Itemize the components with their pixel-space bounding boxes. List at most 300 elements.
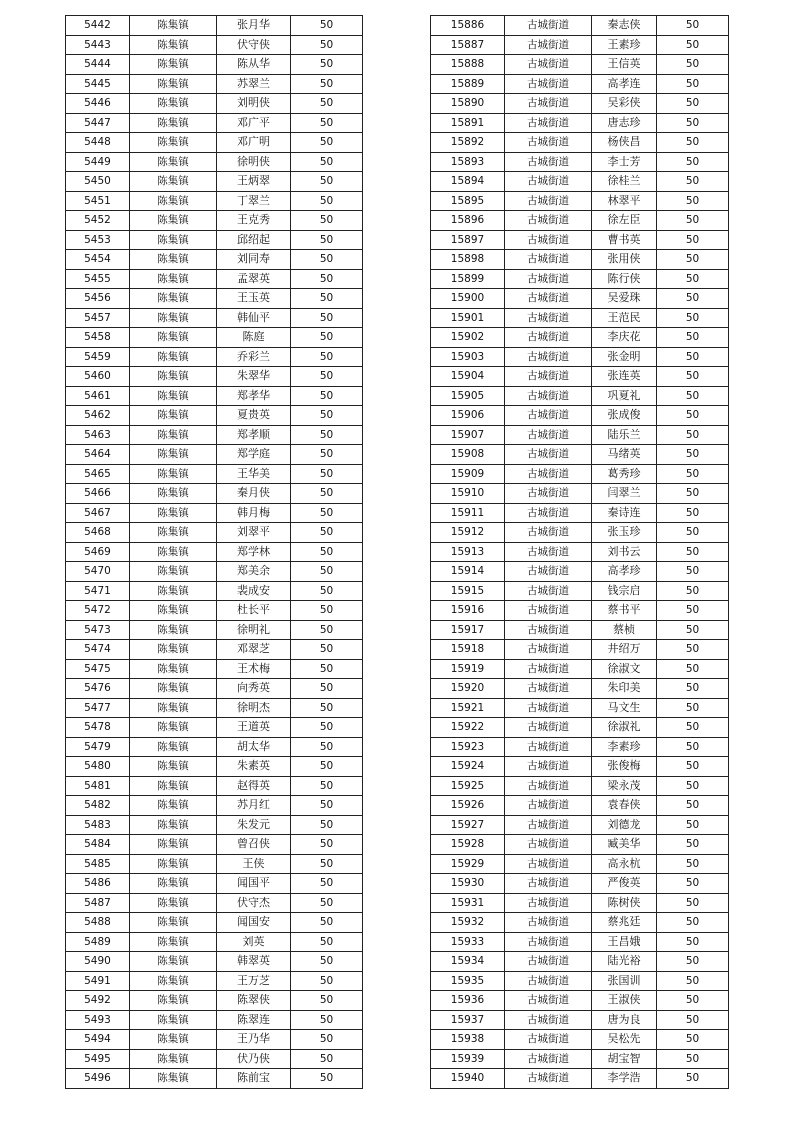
table-row xyxy=(66,16,363,36)
amount-cell: 50 xyxy=(657,445,729,465)
name-cell: 赵得英 xyxy=(217,776,291,796)
district-cell: 古城街道 xyxy=(505,874,592,894)
amount-cell: 50 xyxy=(657,718,729,738)
serial-number-cell: 5477 xyxy=(66,698,130,718)
name-cell: 陈翠连 xyxy=(217,1010,291,1030)
name-cell: 王范民 xyxy=(592,308,657,328)
name-cell: 张月华 xyxy=(217,16,291,36)
table-row xyxy=(431,191,729,211)
amount-cell: 50 xyxy=(291,523,363,543)
amount-cell: 50 xyxy=(657,152,729,172)
serial-number-cell: 5470 xyxy=(66,562,130,582)
name-cell: 秦月侠 xyxy=(217,484,291,504)
district-cell: 陈集镇 xyxy=(130,757,217,777)
amount-cell: 50 xyxy=(291,250,363,270)
table-row xyxy=(66,737,363,757)
district-cell: 古城街道 xyxy=(505,230,592,250)
name-cell: 王玉英 xyxy=(217,289,291,309)
name-cell: 马绪英 xyxy=(592,445,657,465)
serial-number-cell: 5444 xyxy=(66,55,130,75)
roster-table-left xyxy=(65,15,363,1089)
amount-cell: 50 xyxy=(657,757,729,777)
name-cell: 臧美华 xyxy=(592,835,657,855)
amount-cell: 50 xyxy=(291,874,363,894)
amount-cell: 50 xyxy=(291,679,363,699)
name-cell: 郑孝华 xyxy=(217,386,291,406)
district-cell: 陈集镇 xyxy=(130,542,217,562)
name-cell: 张成俊 xyxy=(592,406,657,426)
district-cell: 陈集镇 xyxy=(130,1049,217,1069)
serial-number-cell: 5479 xyxy=(66,737,130,757)
table-row xyxy=(431,757,729,777)
name-cell: 王素珍 xyxy=(592,35,657,55)
serial-number-cell: 5449 xyxy=(66,152,130,172)
table-row xyxy=(431,581,729,601)
serial-number-cell: 15898 xyxy=(431,250,505,270)
table-row xyxy=(66,347,363,367)
amount-cell: 50 xyxy=(291,503,363,523)
serial-number-cell: 5478 xyxy=(66,718,130,738)
name-cell: 葛秀珍 xyxy=(592,464,657,484)
table-row xyxy=(66,601,363,621)
roster-table-left-body xyxy=(66,16,363,1089)
table-row xyxy=(66,562,363,582)
district-cell: 古城街道 xyxy=(505,94,592,114)
district-cell: 古城街道 xyxy=(505,796,592,816)
serial-number-cell: 5472 xyxy=(66,601,130,621)
name-cell: 胡太华 xyxy=(217,737,291,757)
name-cell: 吴彩侠 xyxy=(592,94,657,114)
district-cell: 古城街道 xyxy=(505,152,592,172)
amount-cell: 50 xyxy=(291,581,363,601)
serial-number-cell: 15906 xyxy=(431,406,505,426)
table-row xyxy=(431,932,729,952)
amount-cell: 50 xyxy=(657,1049,729,1069)
table-row xyxy=(431,737,729,757)
table-row xyxy=(431,425,729,445)
amount-cell: 50 xyxy=(291,445,363,465)
serial-number-cell: 15922 xyxy=(431,718,505,738)
amount-cell: 50 xyxy=(291,835,363,855)
amount-cell: 50 xyxy=(657,737,729,757)
table-row xyxy=(431,464,729,484)
amount-cell: 50 xyxy=(657,484,729,504)
district-cell: 陈集镇 xyxy=(130,35,217,55)
amount-cell: 50 xyxy=(657,1030,729,1050)
name-cell: 李庆花 xyxy=(592,328,657,348)
name-cell: 杜长平 xyxy=(217,601,291,621)
amount-cell: 50 xyxy=(657,874,729,894)
amount-cell: 50 xyxy=(657,191,729,211)
serial-number-cell: 15890 xyxy=(431,94,505,114)
serial-number-cell: 5485 xyxy=(66,854,130,874)
district-cell: 古城街道 xyxy=(505,523,592,543)
serial-number-cell: 5475 xyxy=(66,659,130,679)
name-cell: 巩夏礼 xyxy=(592,386,657,406)
name-cell: 王道英 xyxy=(217,718,291,738)
district-cell: 古城街道 xyxy=(505,581,592,601)
district-cell: 陈集镇 xyxy=(130,737,217,757)
table-row xyxy=(431,952,729,972)
serial-number-cell: 15940 xyxy=(431,1069,505,1089)
amount-cell: 50 xyxy=(291,698,363,718)
serial-number-cell: 5455 xyxy=(66,269,130,289)
serial-number-cell: 15911 xyxy=(431,503,505,523)
serial-number-cell: 15924 xyxy=(431,757,505,777)
district-cell: 陈集镇 xyxy=(130,250,217,270)
serial-number-cell: 5443 xyxy=(66,35,130,55)
serial-number-cell: 15910 xyxy=(431,484,505,504)
district-cell: 陈集镇 xyxy=(130,952,217,972)
table-row xyxy=(66,1030,363,1050)
name-cell: 邓广平 xyxy=(217,113,291,133)
district-cell: 陈集镇 xyxy=(130,718,217,738)
table-row xyxy=(431,308,729,328)
table-row xyxy=(431,445,729,465)
amount-cell: 50 xyxy=(657,542,729,562)
district-cell: 古城街道 xyxy=(505,757,592,777)
table-row xyxy=(66,1069,363,1089)
district-cell: 陈集镇 xyxy=(130,620,217,640)
serial-number-cell: 5469 xyxy=(66,542,130,562)
table-row xyxy=(66,971,363,991)
district-cell: 陈集镇 xyxy=(130,503,217,523)
amount-cell: 50 xyxy=(291,386,363,406)
amount-cell: 50 xyxy=(291,464,363,484)
roster-table-right-body xyxy=(431,16,729,1089)
district-cell: 古城街道 xyxy=(505,718,592,738)
district-cell: 古城街道 xyxy=(505,991,592,1011)
district-cell: 陈集镇 xyxy=(130,523,217,543)
serial-number-cell: 15914 xyxy=(431,562,505,582)
amount-cell: 50 xyxy=(291,757,363,777)
amount-cell: 50 xyxy=(657,835,729,855)
name-cell: 梁永茂 xyxy=(592,776,657,796)
serial-number-cell: 15897 xyxy=(431,230,505,250)
amount-cell: 50 xyxy=(291,133,363,153)
district-cell: 陈集镇 xyxy=(130,289,217,309)
district-cell: 陈集镇 xyxy=(130,269,217,289)
name-cell: 刘德龙 xyxy=(592,815,657,835)
name-cell: 陆光裕 xyxy=(592,952,657,972)
table-row xyxy=(431,893,729,913)
district-cell: 陈集镇 xyxy=(130,698,217,718)
amount-cell: 50 xyxy=(657,601,729,621)
table-row xyxy=(431,94,729,114)
name-cell: 曹书英 xyxy=(592,230,657,250)
district-cell: 古城街道 xyxy=(505,367,592,387)
name-cell: 乔彩兰 xyxy=(217,347,291,367)
name-cell: 高孝珍 xyxy=(592,562,657,582)
table-row xyxy=(66,874,363,894)
serial-number-cell: 15907 xyxy=(431,425,505,445)
table-row xyxy=(66,991,363,1011)
serial-number-cell: 15928 xyxy=(431,835,505,855)
name-cell: 闫翠兰 xyxy=(592,484,657,504)
amount-cell: 50 xyxy=(657,55,729,75)
name-cell: 郑孝顺 xyxy=(217,425,291,445)
amount-cell: 50 xyxy=(291,640,363,660)
table-row xyxy=(66,55,363,75)
name-cell: 刘英 xyxy=(217,932,291,952)
district-cell: 陈集镇 xyxy=(130,347,217,367)
serial-number-cell: 15888 xyxy=(431,55,505,75)
district-cell: 陈集镇 xyxy=(130,113,217,133)
table-row xyxy=(431,913,729,933)
district-cell: 古城街道 xyxy=(505,250,592,270)
table-row xyxy=(431,386,729,406)
table-row xyxy=(66,815,363,835)
serial-number-cell: 5484 xyxy=(66,835,130,855)
name-cell: 王侠 xyxy=(217,854,291,874)
district-cell: 古城街道 xyxy=(505,113,592,133)
amount-cell: 50 xyxy=(657,367,729,387)
district-cell: 陈集镇 xyxy=(130,445,217,465)
serial-number-cell: 5474 xyxy=(66,640,130,660)
serial-number-cell: 15930 xyxy=(431,874,505,894)
serial-number-cell: 5450 xyxy=(66,172,130,192)
district-cell: 陈集镇 xyxy=(130,484,217,504)
name-cell: 严俊英 xyxy=(592,874,657,894)
serial-number-cell: 5452 xyxy=(66,211,130,231)
serial-number-cell: 5476 xyxy=(66,679,130,699)
name-cell: 陈前宝 xyxy=(217,1069,291,1089)
table-row xyxy=(66,679,363,699)
district-cell: 陈集镇 xyxy=(130,230,217,250)
serial-number-cell: 5448 xyxy=(66,133,130,153)
serial-number-cell: 5466 xyxy=(66,484,130,504)
amount-cell: 50 xyxy=(291,289,363,309)
amount-cell: 50 xyxy=(657,932,729,952)
serial-number-cell: 5482 xyxy=(66,796,130,816)
district-cell: 古城街道 xyxy=(505,835,592,855)
amount-cell: 50 xyxy=(291,601,363,621)
amount-cell: 50 xyxy=(291,16,363,36)
serial-number-cell: 15921 xyxy=(431,698,505,718)
district-cell: 古城街道 xyxy=(505,854,592,874)
table-row xyxy=(66,74,363,94)
amount-cell: 50 xyxy=(291,776,363,796)
table-row xyxy=(66,952,363,972)
district-cell: 陈集镇 xyxy=(130,835,217,855)
table-row xyxy=(431,269,729,289)
serial-number-cell: 15887 xyxy=(431,35,505,55)
district-cell: 陈集镇 xyxy=(130,796,217,816)
serial-number-cell: 15931 xyxy=(431,893,505,913)
serial-number-cell: 5460 xyxy=(66,367,130,387)
amount-cell: 50 xyxy=(291,230,363,250)
table-row xyxy=(66,640,363,660)
district-cell: 陈集镇 xyxy=(130,367,217,387)
serial-number-cell: 15893 xyxy=(431,152,505,172)
amount-cell: 50 xyxy=(291,152,363,172)
name-cell: 王淑侠 xyxy=(592,991,657,1011)
district-cell: 古城街道 xyxy=(505,308,592,328)
table-row xyxy=(431,1069,729,1089)
name-cell: 陈庭 xyxy=(217,328,291,348)
district-cell: 古城街道 xyxy=(505,698,592,718)
name-cell: 苏月红 xyxy=(217,796,291,816)
name-cell: 丁翠兰 xyxy=(217,191,291,211)
amount-cell: 50 xyxy=(657,698,729,718)
name-cell: 林翠平 xyxy=(592,191,657,211)
amount-cell: 50 xyxy=(657,971,729,991)
table-row xyxy=(431,620,729,640)
district-cell: 古城街道 xyxy=(505,542,592,562)
serial-number-cell: 5447 xyxy=(66,113,130,133)
district-cell: 陈集镇 xyxy=(130,932,217,952)
district-cell: 古城街道 xyxy=(505,737,592,757)
table-row xyxy=(66,250,363,270)
table-row xyxy=(431,484,729,504)
name-cell: 徐明杰 xyxy=(217,698,291,718)
name-cell: 韩翠英 xyxy=(217,952,291,972)
serial-number-cell: 15915 xyxy=(431,581,505,601)
table-row xyxy=(431,971,729,991)
table-row xyxy=(66,503,363,523)
table-row xyxy=(431,152,729,172)
district-cell: 陈集镇 xyxy=(130,776,217,796)
name-cell: 王炳翠 xyxy=(217,172,291,192)
district-cell: 陈集镇 xyxy=(130,386,217,406)
table-row xyxy=(431,562,729,582)
amount-cell: 50 xyxy=(657,913,729,933)
table-row xyxy=(431,1030,729,1050)
serial-number-cell: 5486 xyxy=(66,874,130,894)
name-cell: 张金明 xyxy=(592,347,657,367)
district-cell: 陈集镇 xyxy=(130,55,217,75)
name-cell: 秦志侠 xyxy=(592,16,657,36)
serial-number-cell: 5442 xyxy=(66,16,130,36)
serial-number-cell: 15925 xyxy=(431,776,505,796)
serial-number-cell: 5473 xyxy=(66,620,130,640)
amount-cell: 50 xyxy=(657,1010,729,1030)
district-cell: 陈集镇 xyxy=(130,211,217,231)
district-cell: 古城街道 xyxy=(505,1010,592,1030)
amount-cell: 50 xyxy=(291,854,363,874)
table-row xyxy=(431,16,729,36)
table-row xyxy=(66,406,363,426)
table-row xyxy=(66,269,363,289)
amount-cell: 50 xyxy=(657,94,729,114)
name-cell: 钱宗启 xyxy=(592,581,657,601)
table-row xyxy=(66,659,363,679)
table-row xyxy=(431,601,729,621)
table-row xyxy=(431,133,729,153)
district-cell: 古城街道 xyxy=(505,328,592,348)
district-cell: 古城街道 xyxy=(505,932,592,952)
amount-cell: 50 xyxy=(657,562,729,582)
district-cell: 古城街道 xyxy=(505,74,592,94)
name-cell: 杨侠昌 xyxy=(592,133,657,153)
amount-cell: 50 xyxy=(291,55,363,75)
name-cell: 朱翠华 xyxy=(217,367,291,387)
amount-cell: 50 xyxy=(291,172,363,192)
table-row xyxy=(66,386,363,406)
district-cell: 陈集镇 xyxy=(130,971,217,991)
serial-number-cell: 15938 xyxy=(431,1030,505,1050)
name-cell: 蔡兆廷 xyxy=(592,913,657,933)
serial-number-cell: 15926 xyxy=(431,796,505,816)
district-cell: 古城街道 xyxy=(505,1049,592,1069)
name-cell: 高永杭 xyxy=(592,854,657,874)
amount-cell: 50 xyxy=(657,172,729,192)
serial-number-cell: 5445 xyxy=(66,74,130,94)
amount-cell: 50 xyxy=(291,542,363,562)
amount-cell: 50 xyxy=(657,776,729,796)
amount-cell: 50 xyxy=(291,893,363,913)
name-cell: 张玉珍 xyxy=(592,523,657,543)
district-cell: 陈集镇 xyxy=(130,913,217,933)
amount-cell: 50 xyxy=(657,640,729,660)
name-cell: 马文生 xyxy=(592,698,657,718)
serial-number-cell: 15916 xyxy=(431,601,505,621)
serial-number-cell: 15891 xyxy=(431,113,505,133)
district-cell: 陈集镇 xyxy=(130,328,217,348)
table-row xyxy=(66,854,363,874)
serial-number-cell: 5456 xyxy=(66,289,130,309)
amount-cell: 50 xyxy=(657,796,729,816)
amount-cell: 50 xyxy=(291,952,363,972)
table-row xyxy=(66,523,363,543)
name-cell: 陆乐兰 xyxy=(592,425,657,445)
table-row xyxy=(66,932,363,952)
serial-number-cell: 5481 xyxy=(66,776,130,796)
district-cell: 古城街道 xyxy=(505,211,592,231)
name-cell: 张国训 xyxy=(592,971,657,991)
name-cell: 王克秀 xyxy=(217,211,291,231)
district-cell: 陈集镇 xyxy=(130,406,217,426)
name-cell: 吴爱珠 xyxy=(592,289,657,309)
amount-cell: 50 xyxy=(291,74,363,94)
serial-number-cell: 15920 xyxy=(431,679,505,699)
serial-number-cell: 15894 xyxy=(431,172,505,192)
table-row xyxy=(66,581,363,601)
district-cell: 陈集镇 xyxy=(130,815,217,835)
table-row xyxy=(431,55,729,75)
amount-cell: 50 xyxy=(291,94,363,114)
serial-number-cell: 15909 xyxy=(431,464,505,484)
district-cell: 古城街道 xyxy=(505,815,592,835)
name-cell: 王乃华 xyxy=(217,1030,291,1050)
table-row xyxy=(66,835,363,855)
amount-cell: 50 xyxy=(291,815,363,835)
name-cell: 伏乃侠 xyxy=(217,1049,291,1069)
serial-number-cell: 15896 xyxy=(431,211,505,231)
table-row xyxy=(66,367,363,387)
district-cell: 古城街道 xyxy=(505,445,592,465)
name-cell: 李学浩 xyxy=(592,1069,657,1089)
serial-number-cell: 5453 xyxy=(66,230,130,250)
amount-cell: 50 xyxy=(291,659,363,679)
name-cell: 徐淑文 xyxy=(592,659,657,679)
serial-number-cell: 5463 xyxy=(66,425,130,445)
name-cell: 吴松先 xyxy=(592,1030,657,1050)
table-row xyxy=(66,893,363,913)
amount-cell: 50 xyxy=(291,484,363,504)
name-cell: 刘同寿 xyxy=(217,250,291,270)
table-row xyxy=(431,230,729,250)
serial-number-cell: 15939 xyxy=(431,1049,505,1069)
name-cell: 向秀英 xyxy=(217,679,291,699)
amount-cell: 50 xyxy=(657,16,729,36)
table-row xyxy=(66,698,363,718)
amount-cell: 50 xyxy=(657,659,729,679)
amount-cell: 50 xyxy=(291,718,363,738)
district-cell: 古城街道 xyxy=(505,172,592,192)
name-cell: 王万芝 xyxy=(217,971,291,991)
amount-cell: 50 xyxy=(657,991,729,1011)
